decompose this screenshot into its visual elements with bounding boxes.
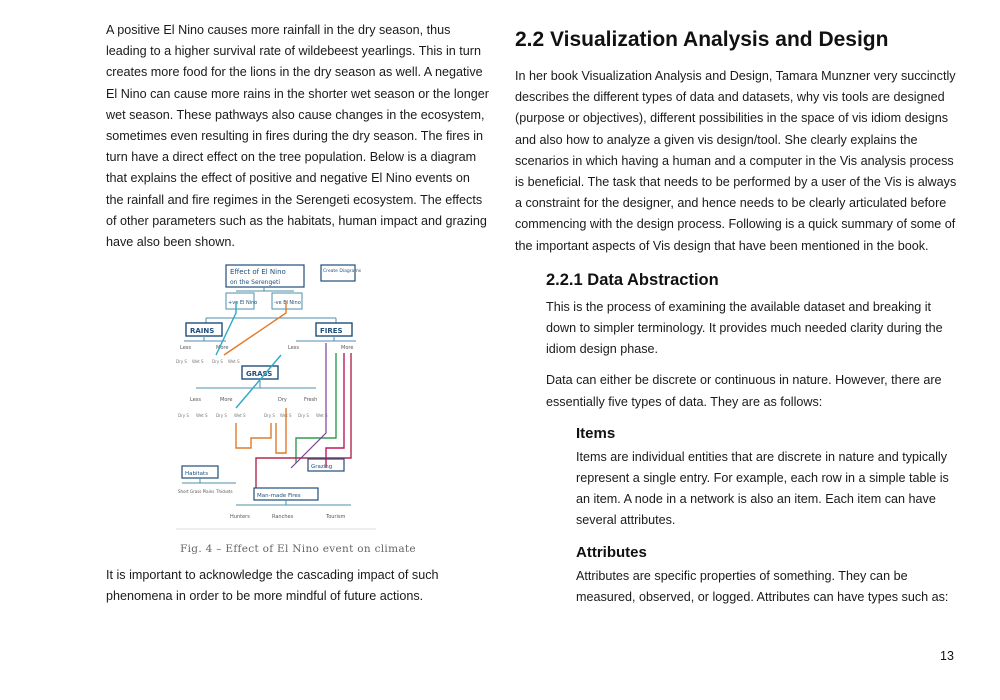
left-column [106, 20, 490, 608]
page-number: 13 [940, 649, 954, 663]
fires-less: Less [288, 345, 299, 352]
left-paragraph-2: It is important to acknowledge the cascading impact of such phenomena in order to be more mindful of future actions. [106, 568, 439, 604]
g-wet-2: Wet S [234, 413, 246, 419]
g-dry-2: Dry S [216, 413, 227, 419]
g-dry-1: Dry S [178, 413, 189, 419]
section-heading: 2.2 Visualization Analysis and Design [515, 28, 889, 51]
short-grass: Short Grass Plains [178, 489, 215, 495]
left-paragraph-1: A positive El Nino causes more rainfall in the dry season, thus leading to a higher survival rate of wildebeest yearlings. This in turn creates more food for the lions in the dry season as well. A negative El Nino can cause more rains in the shorter wet season or the longer wet season. These pathways also cause changes in the ecosystem, sometimes even resulting in fires during the dry season. The fires in turn have a direct effect on the tree population. Below is a diagram that explains the effect of positive and negative El Nino events on the rainfall and fire regimes in the Serengeti ecosystem. The effects of other parameters such as the habitats, human impact and grazing have also been shown. [106, 23, 489, 250]
g-wet-4: Wet S [316, 413, 328, 419]
habitats-label: Habitats [185, 471, 209, 478]
s-wet-2: Wet S [228, 359, 240, 365]
grass-dry: Dry [278, 397, 287, 404]
grazing-label: Grazing [311, 464, 333, 471]
g-dry-3: Dry S [264, 413, 275, 419]
grass-fresh: Fresh [304, 397, 318, 404]
right-column [515, 26, 960, 608]
minus-el-nino: -ve El Nino [274, 300, 301, 307]
el-nino-diagram [176, 263, 376, 533]
corner-label: Create Diagrams [323, 269, 362, 275]
data-abstraction-p1: This is the process of examining the available dataset and breaking it down to simpler terminology. It provides much needed clarity during the idiom design phase. [546, 299, 943, 357]
grass-less: Less [190, 397, 201, 404]
thickets-label: Thickets [216, 489, 233, 495]
plus-el-nino: +ve El Nino [228, 300, 258, 307]
data-abstraction-p2: Data can either be discrete or continuous in nature. However, there are essentially five types of data. They are as follows: [546, 373, 942, 409]
s-dry-1: Dry S [176, 359, 187, 365]
s-dry-2: Dry S [212, 359, 223, 365]
items-paragraph: Items are individual entities that are discrete in nature and typically represent a single entry. For example, each row in a simple table is an item. A node in a network is also an item. Each item can have several attributes. [576, 449, 949, 528]
attributes-heading: Attributes [576, 543, 647, 561]
s-wet-1: Wet S [192, 359, 204, 365]
el-nino-sketch [176, 263, 376, 533]
g-dry-4: Dry S [298, 413, 309, 419]
rains-label: RAINS [190, 327, 215, 336]
hunters-label: Hunters [230, 514, 250, 521]
manmade-label: Man-made Fires [257, 493, 301, 500]
grass-more: More [220, 397, 233, 404]
ranches-label: Ranches [272, 514, 294, 521]
fires-more: More [341, 345, 354, 352]
tourism-label: Tourism [326, 514, 346, 521]
rains-more: More [216, 345, 229, 352]
g-wet-3: Wet S [280, 413, 292, 419]
g-wet-1: Wet S [196, 413, 208, 419]
grass-label: GRASS [246, 370, 273, 379]
section-intro: In her book Visualization Analysis and Design, Tamara Munzner very succinctly describes the different types of data and datasets, why vis tools are designed (purpose or objectives), different possibilities in the space of vis idiom designs and also how to analyze a given vis design/tool. She clearly explains the scenarios in which having a human and a computer in the Vis analysis process is beneficial. The task that needs to be performed by a user of the Vis is always a constraint for the designer, and hence needs to be clearly articulated before commencing with the design process. Following is a quick summary of some of the important aspects of Vis design that have been mentioned in the book. [515, 69, 957, 253]
fires-label: FIRES [320, 327, 343, 336]
sketch-title: Effect of El Nino [230, 268, 286, 277]
figure-caption: Fig. 4 – Effect of El Nino event on climate [180, 543, 416, 556]
rains-less: Less [180, 345, 191, 352]
attributes-paragraph: Attributes are specific properties of something. They can be measured, observed, or logged. Attributes can have types such as: [576, 568, 949, 604]
items-heading: Items [576, 424, 616, 442]
subsection-heading: 2.2.1 Data Abstraction [546, 270, 719, 289]
sketch-title2: on the Serengeti [230, 279, 280, 287]
